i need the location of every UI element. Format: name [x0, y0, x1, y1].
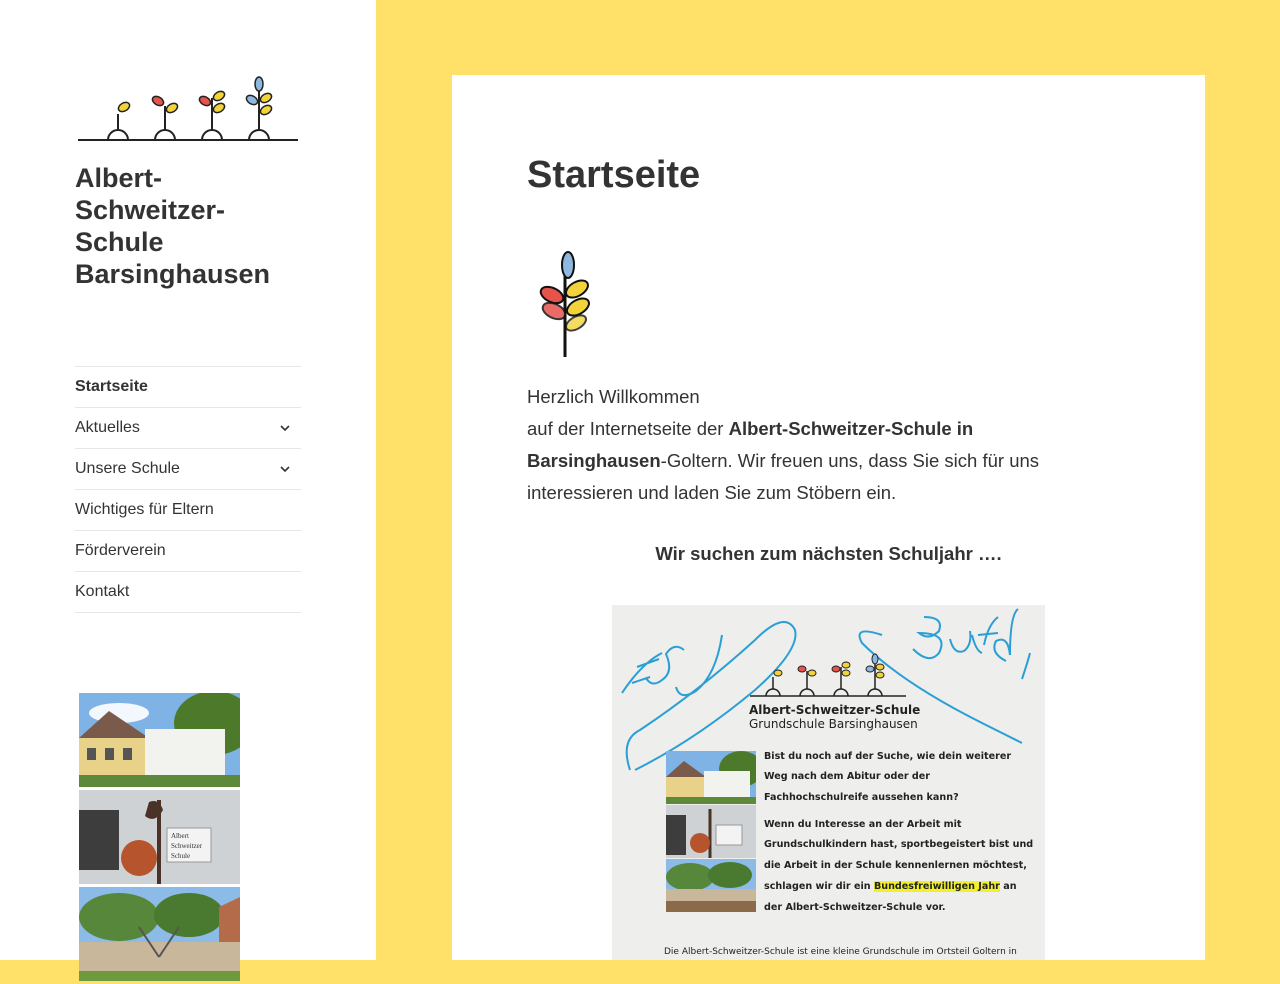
site-title[interactable]: Albert- Schweitzer- Schule Barsinghausen — [75, 163, 271, 289]
flyer-footer-text: Die Albert-Schweitzer-Schule ist eine kleine Grundschule im Ortsteil Goltern in — [664, 947, 1017, 957]
plant-logo-image — [532, 249, 600, 359]
sign-text: Schweitzer — [171, 842, 203, 850]
gallery-image-schoolyard[interactable] — [79, 887, 240, 981]
sidebar — [0, 0, 376, 960]
recruitment-flyer-image[interactable] — [612, 605, 1045, 960]
flyer-highlight: Bundesfreiwilligen Jahr — [873, 881, 1000, 892]
flyer-line: Grundschulkindern hast, sportbegeistert bist und — [764, 839, 1034, 850]
nav-item-startseite[interactable] — [75, 367, 301, 408]
nav-item-label: Kontakt — [75, 583, 130, 600]
sidebar-image-gallery — [79, 693, 240, 984]
nav-item-label: Wichtiges für Eltern — [75, 501, 214, 518]
flyer-line: Bist du noch auf der Suche, wie dein weiterer — [764, 751, 1012, 762]
nav-item-label: Unsere Schule — [75, 460, 180, 477]
recruitment-heading: Wir suchen zum nächsten Schuljahr …. — [655, 543, 1002, 564]
intro-greeting: Herzlich Willkommen — [527, 386, 700, 407]
nav-item-wichtiges-fuer-eltern[interactable] — [75, 490, 301, 531]
nav-item-unsere-schule[interactable] — [75, 449, 301, 490]
flyer-photo-building — [666, 751, 756, 804]
sign-text: Schule — [171, 852, 191, 860]
nav-item-aktuelles[interactable] — [75, 408, 301, 449]
sign-text: Albert — [171, 832, 189, 840]
gallery-image-school-sign[interactable] — [79, 790, 240, 884]
nav-item-foerderverein[interactable] — [75, 531, 301, 572]
nav-item-label: Aktuelles — [75, 419, 140, 436]
chevron-down-icon[interactable] — [275, 459, 295, 479]
flyer-school-subtitle: Grundschule Barsinghausen — [749, 717, 918, 731]
site-logo[interactable] — [76, 74, 302, 146]
main-navigation — [75, 366, 301, 613]
intro-text — [527, 381, 1087, 509]
flyer-line-suffix: an — [999, 881, 1017, 892]
flyer-photo-schoolyard — [666, 859, 756, 912]
gallery-image-school-building[interactable] — [79, 693, 240, 787]
intro-prefix: auf der Internetseite der — [527, 418, 729, 439]
nav-item-label: Startseite — [75, 378, 148, 395]
main-content — [452, 75, 1205, 960]
flyer-line: die Arbeit in der Schule kennenlernen möchtest, — [764, 860, 1027, 871]
intro-suffix: -Goltern. Wir freuen uns, dass Sie sich für uns interessieren und laden Sie zum Stöbern ein. — [527, 450, 1040, 503]
flyer-line: Weg nach dem Abitur oder der — [764, 771, 931, 782]
chevron-down-icon[interactable] — [275, 418, 295, 438]
flyer-school-logo — [748, 653, 908, 699]
flyer-line-highlight — [764, 881, 1017, 892]
intro-school-name: Albert-Schweitzer-Schule in Barsinghausen — [527, 418, 974, 471]
flyer-line-prefix: schlagen wir dir ein — [764, 881, 874, 892]
nav-item-label: Förderverein — [75, 542, 166, 559]
page-title: Startseite — [527, 154, 701, 196]
flyer-school-name: Albert-Schweitzer-Schule — [749, 703, 921, 717]
flyer-line: der Albert-Schweitzer-Schule vor. — [764, 902, 946, 913]
nav-item-kontakt[interactable] — [75, 572, 301, 613]
flyer-photo-sign — [666, 805, 756, 858]
flyer-line: Wenn du Interesse an der Arbeit mit — [764, 819, 962, 830]
flyer-line: Fachhochschulreife aussehen kann? — [764, 792, 959, 803]
